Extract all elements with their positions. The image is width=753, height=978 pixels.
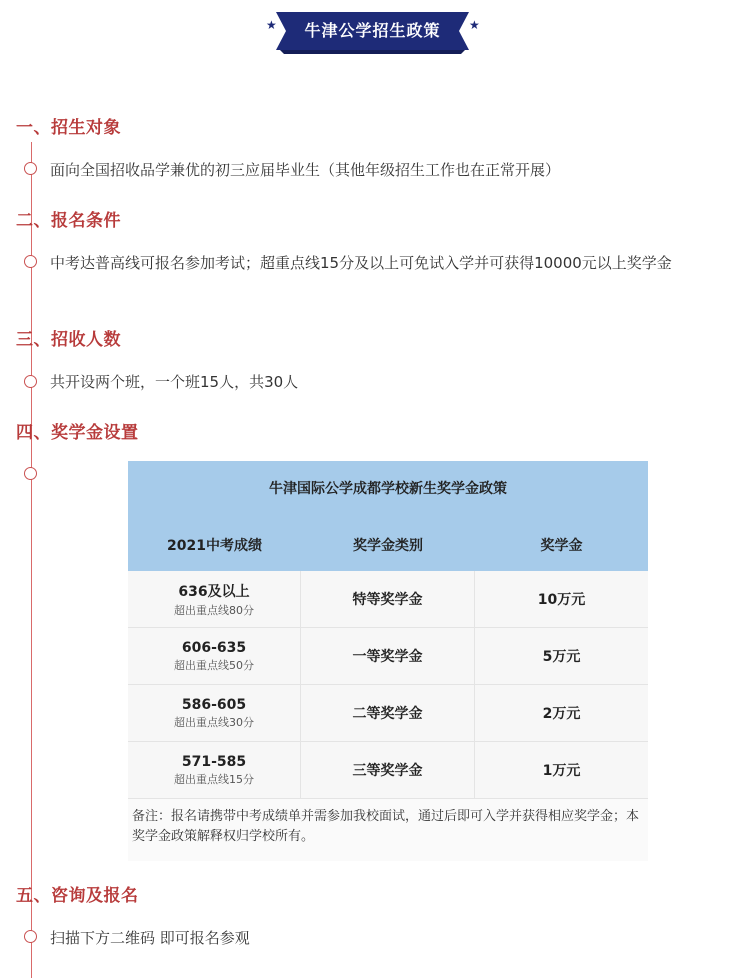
section-text-requirements: 中考达普高线可报名参加考试；超重点线15分及以上可免试入学并可获得10000元以上奖学金 [50, 254, 672, 272]
score-note: 超出重点线50分 [174, 658, 254, 672]
section-heading-enrollment: 三、招收人数 [16, 330, 121, 350]
table-column-headers [128, 535, 648, 555]
page-title: 牛津公学招生政策 [304, 21, 441, 40]
section-text-target: 面向全国招收品学兼优的初三应届毕业生（其他年级招生工作也在正常开展） [50, 161, 561, 179]
score-range: 636及以上 [178, 583, 250, 600]
column-header-category: 奖学金类别 [353, 538, 423, 554]
category-cell: 一等奖学金 [301, 628, 475, 684]
amount-cell: 5万元 [542, 649, 581, 665]
star-icon-left: ★ [266, 18, 277, 32]
table-row [128, 571, 648, 628]
score-note: 超出重点线15分 [174, 772, 254, 786]
section-heading-scholarship: 四、奖学金设置 [16, 423, 139, 443]
timeline-dot-icon [24, 375, 37, 388]
table-row [128, 742, 648, 799]
star-icon-right: ★ [469, 18, 480, 32]
section-heading-target: 一、招生对象 [16, 118, 121, 138]
score-range: 606-635 [181, 639, 247, 656]
section-heading-contact: 五、咨询及报名 [16, 886, 139, 906]
amount-cell: 10万元 [537, 592, 586, 608]
amount-cell: 2万元 [542, 706, 581, 722]
score-cell [128, 628, 301, 684]
timeline-dot-icon [24, 162, 37, 175]
score-range: 586-605 [181, 696, 247, 713]
section-text-contact: 扫描下方二维码 即可报名参观 [50, 929, 250, 947]
category-cell: 特等奖学金 [301, 571, 475, 627]
score-cell [128, 742, 301, 798]
category-cell: 二等奖学金 [301, 685, 475, 741]
score-cell [128, 685, 301, 741]
timeline-dot-icon [24, 930, 37, 943]
section-heading-requirements: 二、报名条件 [16, 211, 121, 231]
table-title: 牛津国际公学成都学校新生奖学金政策 [269, 481, 507, 497]
table-remark: 备注：报名请携带中考成绩单并需参加我校面试，通过后即可入学并获得相应奖学金；本奖学金政策解释权归学校所有。 [128, 799, 648, 861]
column-header-amount: 奖学金 [540, 538, 583, 554]
table-row [128, 685, 648, 742]
timeline-dot-icon [24, 467, 37, 480]
score-note: 超出重点线30分 [174, 715, 254, 729]
table-header [128, 461, 648, 571]
title-banner [276, 12, 469, 52]
section-text-enrollment: 共开设两个班，一个班15人，共30人 [50, 373, 299, 391]
table-row [128, 628, 648, 685]
timeline-dot-icon [24, 255, 37, 268]
score-note: 超出重点线80分 [174, 603, 254, 617]
score-range: 571-585 [181, 753, 247, 770]
category-cell: 三等奖学金 [301, 742, 475, 798]
column-header-score: 2021中考成绩 [167, 538, 262, 554]
amount-cell: 1万元 [542, 763, 581, 779]
score-cell [128, 571, 301, 627]
scholarship-table [128, 461, 648, 861]
